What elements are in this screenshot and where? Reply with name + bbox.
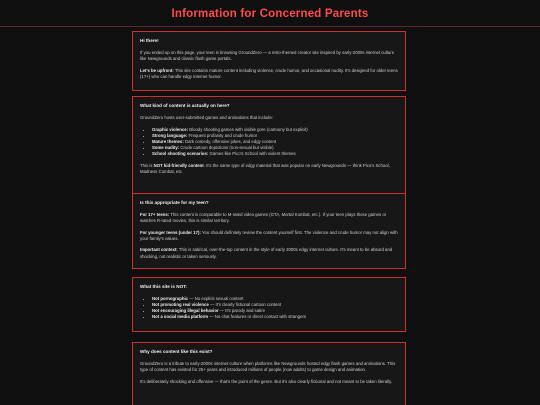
- section-paragraph: For 17+ teens: This content is comparable to M-rated video games (GTA, Mortal Kombat, etc.). If your teen plays those games or watches R-rated movies, this is similar territory.: [140, 212, 387, 224]
- section-content-types: [132, 96, 406, 194]
- section-site-is-not: [132, 277, 406, 332]
- section-why-exists: [132, 342, 406, 405]
- page-title: Information for Concerned Parents: [171, 8, 369, 20]
- section-paragraph: This is NOT kid-friendly content. It's the same type of edgy material that was popular on early Newgrounds — think Pico's School, Madness Combat, etc.: [140, 162, 390, 174]
- section-hi-there: [132, 31, 406, 91]
- content-list: [140, 127, 398, 157]
- list-item: • Not pornographic — No explicit sexual content: [152, 296, 398, 302]
- section-heading: Hi there!: [140, 38, 159, 43]
- not-list: [140, 296, 398, 320]
- section-appropriate: [132, 193, 406, 269]
- list-item: • Not encouraging illegal behavior — It's parody and satire: [152, 308, 398, 314]
- list-item: • Not promoting real violence — It's clearly fictional cartoon content: [152, 302, 398, 308]
- section-paragraph: Important context: This is satirical, over-the-top content in the style of early 2000s edgy internet culture. It's meant to be absurd and shocking, not realistic or taken seriously.: [140, 247, 393, 259]
- list-item: • Some nudity: Crude cartoon depictions (non-sexual but visible): [152, 145, 398, 151]
- section-paragraph: Let's be upfront: This site contains mature content including violence, crude humor, and occasional nudity. It's designed for older teens (17+) who can handle edgy internet humor.: [140, 67, 398, 79]
- section-heading: What this site is NOT:: [140, 284, 187, 289]
- section-paragraph: For younger teens (under 17): You should definitely review the content yourself first. The violence and crude humor may not align with your family's values.: [140, 229, 398, 241]
- list-item: • Graphic violence: Bloody shooting games with visible gore (cartoony but explicit): [152, 127, 398, 133]
- section-paragraph: GroundZero is a tribute to early-2000s internet culture when platforms like Newgrounds hosted edgy flash games and animations. This type of content has existed for 25+ years and introduced millions of people (now adults) to game design and animation.: [140, 361, 396, 373]
- list-item: • School shooting scenarios: Games like Pico's School with violent themes: [152, 151, 398, 157]
- section-heading: Why does content like this exist?: [140, 349, 213, 354]
- list-item: • Mature themes: Dark comedy, offensive jokes, and edgy content: [152, 139, 398, 145]
- section-heading: Is this appropriate for my teen?: [140, 200, 209, 205]
- section-paragraph: It's deliberately shocking and offensive — that's the point of the genre. But it's also clearly fictional and not meant to be taken literally.: [140, 378, 393, 384]
- section-paragraph: GroundZero hosts user-submitted games and animations that include:: [140, 115, 274, 121]
- section-heading: What kind of content is actually on here?: [140, 103, 230, 108]
- section-paragraph: If you ended up on this page, your teen is browsing GroundZero — a retro-themed creator site inspired by early-2000s internet culture like Newgrounds and classic flash game portals.: [140, 50, 395, 62]
- list-item: • Strong language: Frequent profanity and crude humor: [152, 133, 398, 139]
- title-divider: [0, 26, 540, 27]
- list-item: • Not a social media platform — No chat features or direct contact with strangers: [152, 314, 398, 320]
